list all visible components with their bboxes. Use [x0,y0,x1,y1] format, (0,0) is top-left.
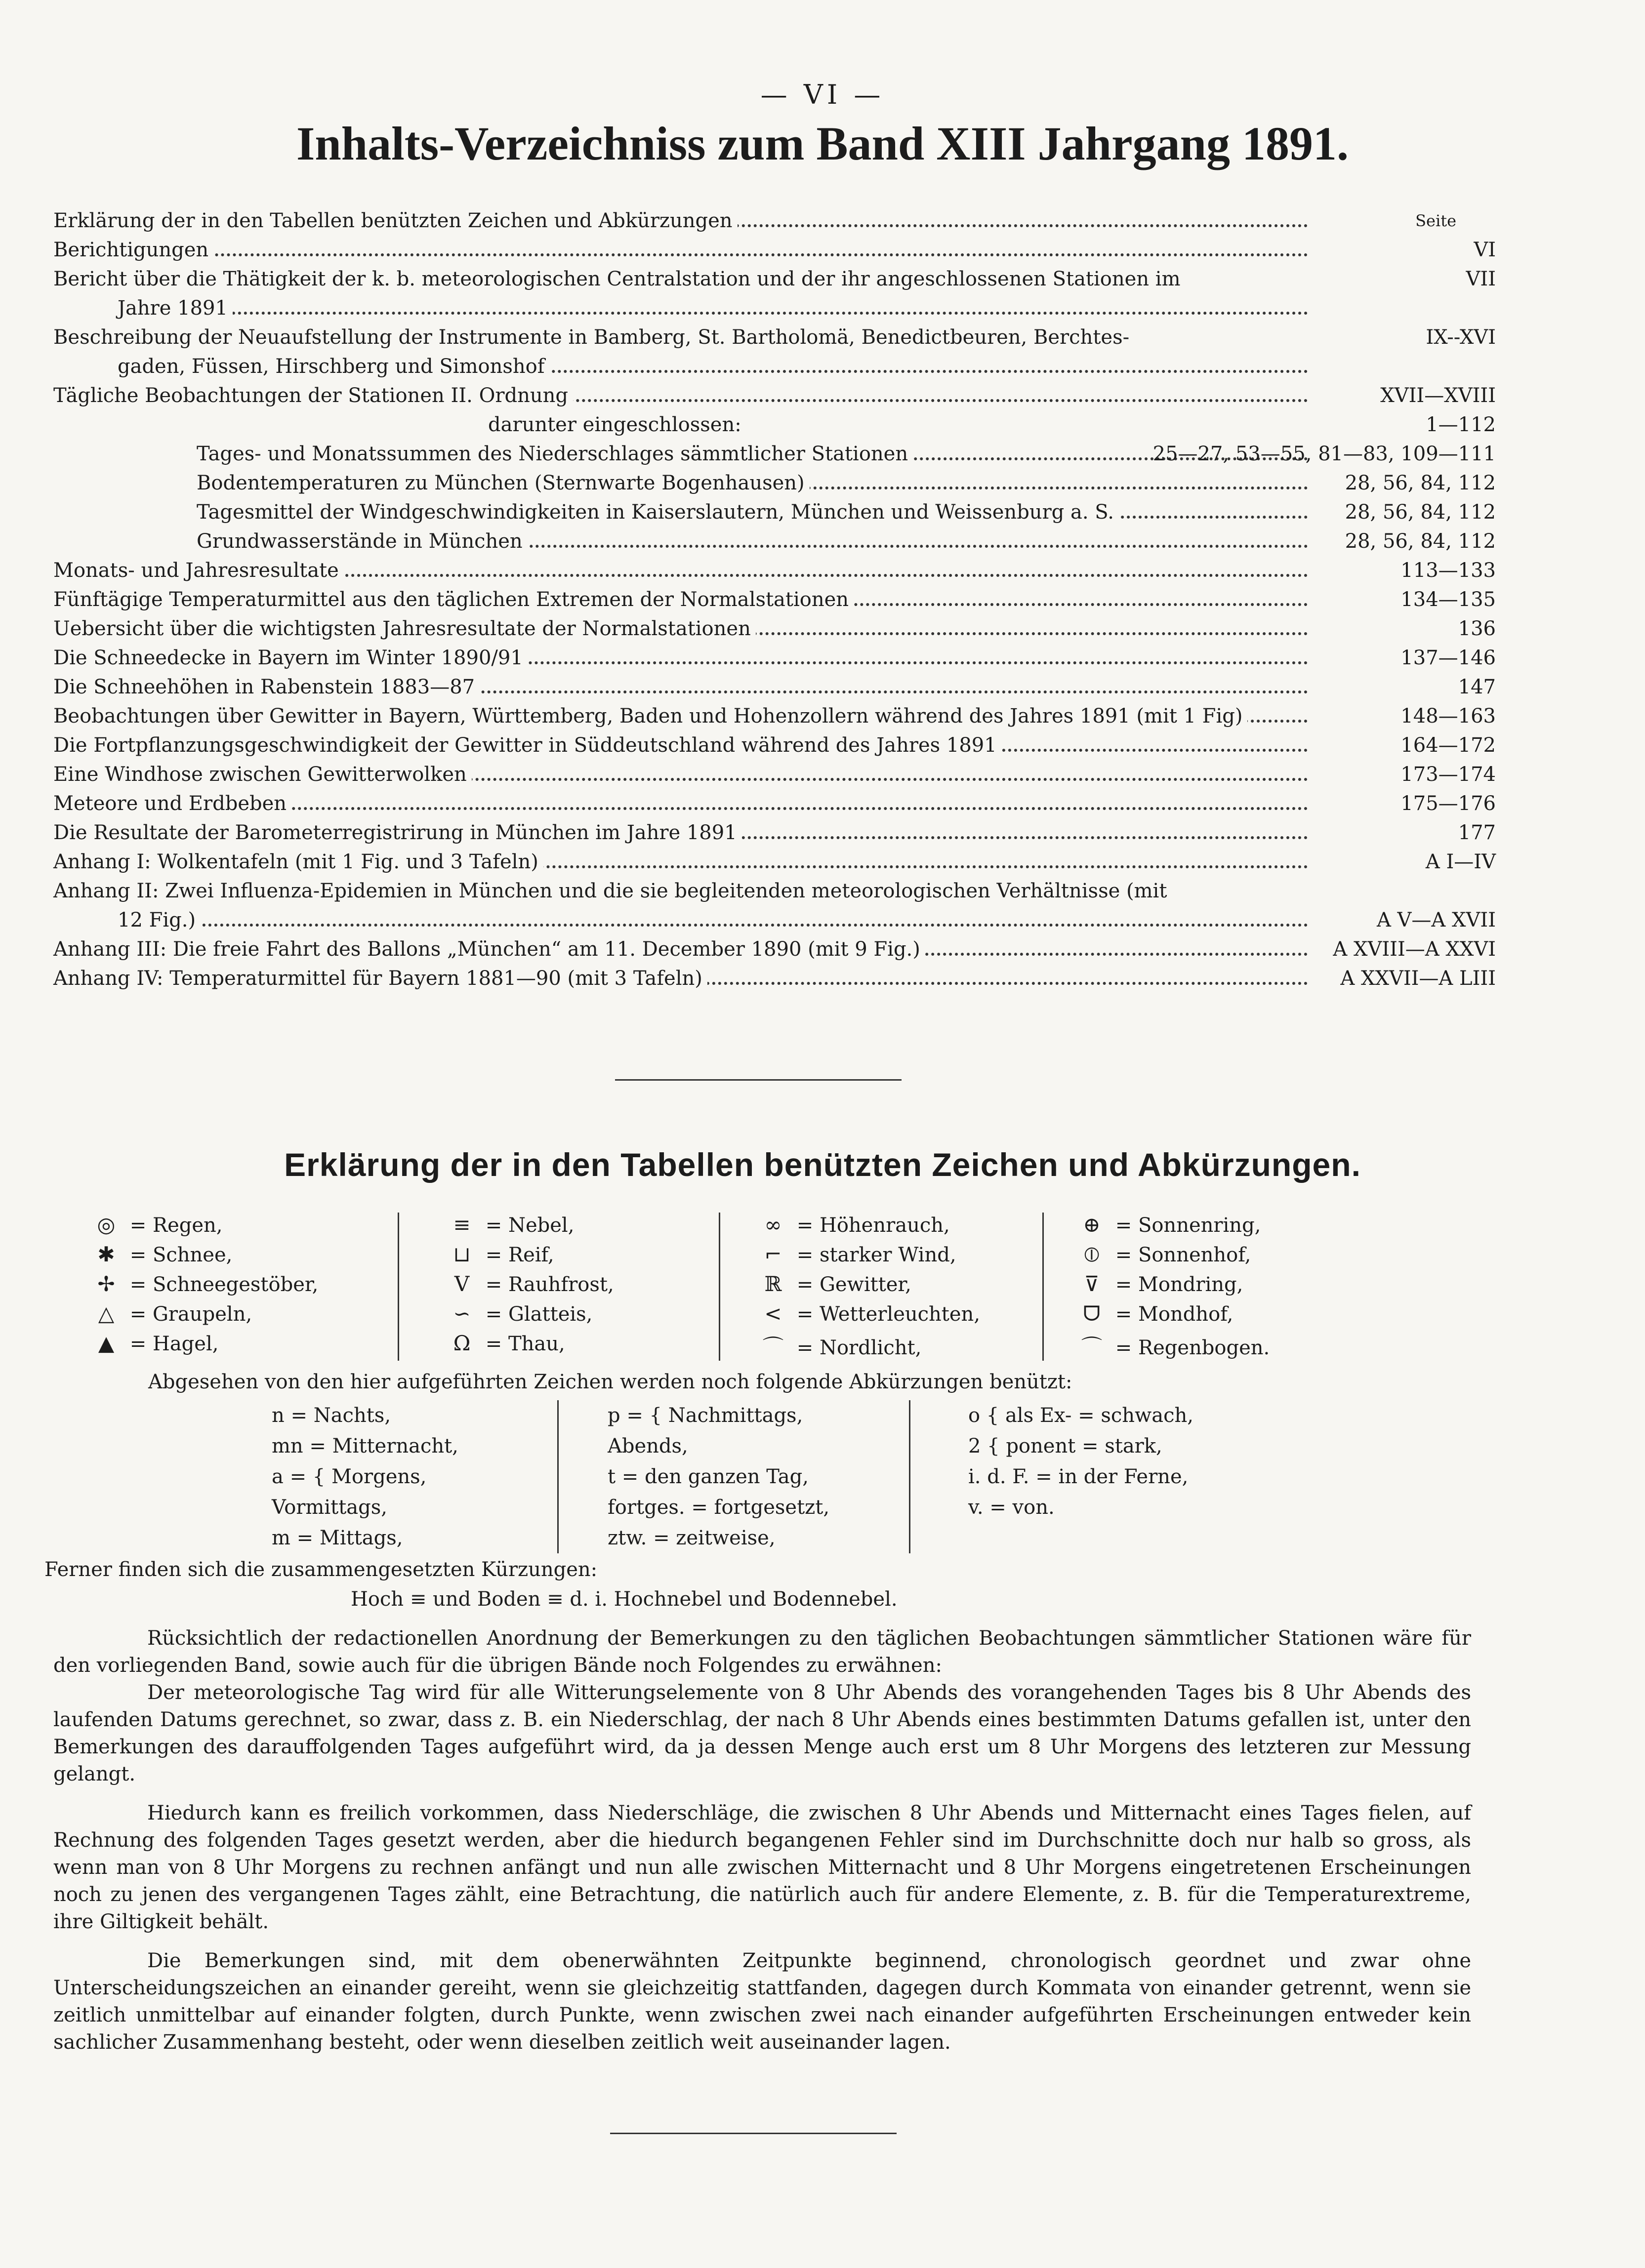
toc-entry-text: Anhang IV: Temperaturmittel für Bayern 1881—90 (mit 3 Tafeln) [53,965,707,992]
toc-row [53,674,1496,700]
toc-row [53,207,1496,234]
abbreviation-line: o { als Ex- = schwach, [968,1404,1194,1427]
weather-symbol-icon: < [764,1301,782,1326]
toc-row [53,266,1496,292]
toc-entry-page: VII [1466,268,1496,290]
symbol-label: = starker Wind, [796,1244,956,1266]
page-number: — VI — [760,79,885,110]
symbol-entry [445,1272,614,1301]
abbreviation-line: Abends, [608,1435,688,1458]
symbol-label: = Regen, [129,1214,223,1237]
toc-row [53,790,1496,817]
toc-entry-text: Anhang III: Die freie Fahrt des Ballons „München“ am 11. December 1890 (mit 9 Fig.) [53,936,925,963]
body-paragraph: Rücksichtlich der redactionellen Anordnung der Bemerkungen zu den täglichen Beobachtungen sämmtlicher Stationen wäre für den vorliegenden Band, sowie auch für die übrigen Bände noch Folgendes zu erwähnen: [53,1627,1471,1677]
body-text [53,1625,1471,2056]
toc-entry-text: darunter eingeschlossen: [488,411,746,438]
toc-entry-page: 113—133 [1400,559,1496,582]
toc-row [53,936,1496,963]
symbol-entry [445,1242,614,1272]
symbol-label: = Mondring, [1115,1273,1243,1296]
symbol-entry [1074,1213,1270,1242]
abbrev-column-3 [968,1400,1193,1523]
weather-symbol-icon: ⌐ [764,1242,782,1266]
toc-entry-page: A I—IV [1425,850,1496,873]
toc-entry-text: Erklärung der in den Tabellen benützten Zeichen und Abkürzungen [53,207,738,234]
toc-row [53,849,1496,875]
symbol-label: = Nebel, [485,1214,575,1237]
weather-symbol-icon: ᗜ [1083,1301,1101,1326]
abbrev-column-1 [272,1400,458,1553]
weather-symbol-icon: V [454,1272,470,1296]
toc-entry-text: Eine Windhose zwischen Gewitterwolken [53,761,472,788]
toc-row [53,382,1496,409]
symbol-label: = Sonnenhof, [1115,1244,1251,1266]
symbol-column-3 [756,1213,980,1361]
toc-entry-text: Die Resultate der Barometerregistrirung in München im Jahre 1891 [53,819,742,846]
toc-entry-page: 177 [1458,821,1496,844]
divider [615,1079,902,1081]
symbol-label: = Glatteis, [485,1303,593,1326]
column-divider [1042,1213,1044,1361]
toc-entry-page: VI [1474,239,1496,261]
abbreviation-line: t = den ganzen Tag, [608,1465,809,1488]
toc-leader-dots [137,295,1308,315]
abbreviation-line: n = Nachts, [272,1404,391,1427]
toc-leader-dots [137,907,1308,927]
toc-entry-page: 28, 56, 84, 112 [1345,530,1496,553]
symbol-label: = Thau, [485,1333,565,1355]
toc-entry-page: 25—27, 53—55, 81—83, 109—111 [1152,443,1496,465]
toc-entry-page: A XVIII—A XXVI [1333,938,1496,961]
hoch-line: Hoch ≡ und Boden ≡ d. i. Hochnebel und Bodennebel. [351,1588,898,1611]
toc-entry-text: Beobachtungen über Gewitter in Bayern, Württemberg, Baden und Hohenzollern während des Jahres 1891 (mit 1 Fig) [53,703,1247,729]
abbreviation-line: fortges. = fortgesetzt, [608,1496,830,1519]
symbol-entry [1074,1242,1270,1272]
symbol-label: = Sonnenring, [1115,1214,1261,1237]
toc-entry-text: Die Schneehöhen in Rabenstein 1883—87 [53,674,480,700]
symbol-entry [89,1331,318,1361]
symbol-label: = Höhenrauch, [796,1214,950,1237]
toc-row [53,324,1496,351]
symbol-entry [445,1213,614,1242]
toc-entry-text: Tages- und Monatssummen des Niederschlages sämmtlicher Stationen [197,441,913,467]
symbol-entry [89,1213,318,1242]
toc-entry-page: 173—174 [1400,763,1496,786]
toc-row [53,499,1496,526]
symbol-column-1 [89,1213,318,1361]
weather-symbol-icon: ✱ [97,1242,115,1266]
toc-entry-page: 164—172 [1400,734,1496,757]
weather-symbol-icon: ∽ [453,1301,471,1326]
symbol-column-2 [445,1213,614,1361]
toc-entry-page: 28, 56, 84, 112 [1345,501,1496,524]
toc-entry-page: 175—176 [1400,792,1496,815]
toc-entry-text: Uebersicht über die wichtigsten Jahresresultate der Normalstationen [53,615,756,642]
toc-entry-text: Die Fortpflanzungsgeschwindigkeit der Gewitter in Süddeutschland während des Jahres 1891 [53,732,1002,759]
toc-entry-text: Meteore und Erdbeben [53,790,291,817]
toc-entry-page: 28, 56, 84, 112 [1345,472,1496,494]
toc-row [53,528,1496,555]
toc-entry-page: 1—112 [1426,413,1496,436]
toc-row [53,645,1496,671]
column-divider [557,1400,559,1553]
symbol-entry [445,1331,614,1361]
toc-row [53,732,1496,759]
toc-row [53,295,1496,322]
toc-row [53,470,1496,496]
toc-row [53,586,1496,613]
toc-entry-page: A XXVII—A LIII [1340,967,1496,990]
symbol-label: = Reif, [485,1244,554,1266]
toc-entry-text: Jahre 1891 [118,295,233,322]
symbol-label: = Graupeln, [129,1303,252,1326]
symbol-label: = Gewitter, [796,1273,911,1296]
symbol-label: = Schneegestöber, [129,1273,319,1296]
weather-symbol-icon: ◎ [97,1213,116,1237]
symbol-label: = Wetterleuchten, [796,1303,981,1326]
symbol-entry [1074,1272,1270,1301]
symbol-entry [756,1272,980,1301]
column-divider [719,1213,720,1361]
toc-row [53,907,1496,933]
symbol-entry [756,1242,980,1272]
weather-symbol-icon: ℝ [764,1272,782,1296]
symbol-label: = Schnee, [129,1244,233,1266]
symbol-entry [756,1301,980,1331]
symbol-entry [445,1301,614,1331]
weather-symbol-icon: ⌒ [762,1335,783,1359]
toc-title: Inhalts-Verzeichniss zum Band XIII Jahrgang 1891. [296,117,1349,170]
toc-entry-page: 147 [1458,676,1496,698]
weather-symbol-icon: ⊽ [1084,1272,1100,1296]
ferner-line: Ferner finden sich die zusammengesetzten Kürzungen: [44,1558,598,1581]
abbreviation-line: 2 { ponent = stark, [968,1435,1162,1458]
toc-row [53,557,1496,584]
symbol-entry [89,1301,318,1331]
symbol-label: = Rauhfrost, [485,1273,614,1296]
symbol-entry [1074,1301,1270,1331]
toc-entry-text: Berichtigungen [53,237,213,263]
toc-entry-text: Anhang II: Zwei Influenza-Epidemien in München und die sie begleitenden meteorologischen Verhältnisse (mit [53,878,1172,904]
toc-row [53,353,1496,380]
weather-symbol-icon: ⊕ [1083,1213,1101,1237]
abbreviation-line: Vormittags, [272,1496,387,1519]
toc-entry-page: 137—146 [1400,647,1496,669]
toc-row [53,237,1496,263]
column-divider [909,1400,910,1553]
toc-entry-text: Tagesmittel der Windgeschwindigkeiten in Kaiserslautern, München und Weissenburg a. S. [197,499,1119,526]
toc-entry-text: Tägliche Beobachtungen der Stationen II. Ordnung [53,382,573,409]
toc-row [53,819,1496,846]
weather-symbol-icon: ≡ [453,1213,471,1237]
weather-symbol-icon: ∞ [764,1213,782,1237]
symbol-entry [1074,1331,1270,1361]
toc-entry-text: gaden, Füssen, Hirschberg und Simonshof [118,353,550,380]
symbol-label: = Mondhof, [1115,1303,1234,1326]
abbreviation-line: p = { Nachmittags, [608,1404,803,1427]
divider [610,2133,897,2134]
weather-symbol-icon: ⊔ [453,1242,471,1266]
symbol-label: = Nordlicht, [796,1336,922,1359]
toc-entry-page: XVII—XVIII [1380,384,1496,407]
body-paragraph: Die Bemerkungen sind, mit dem obenerwähnten Zeitpunkte beginnend, chronologisch geordnet und zwar ohne Unterscheidungszeichen an einander gereiht, wenn sie gleichzeitig stattfanden, dagegen durch Kommata von einander getrennt, wenn sie zeitlich unmittelbar auf einander folgten, durch Punkte, wenn zwischen zwei nach einander aufgeführten Erscheinungen entweder kein sachlicher Zusammenhang besteht, oder wenn dieselben zeitlich weit auseinander lagen. [53,1949,1471,2054]
toc-entry-page: A V—A XVII [1376,909,1496,932]
symbol-entry [756,1331,980,1361]
toc-entry-text: Bericht über die Thätigkeit der k. b. meteorologischen Centralstation und der ihr angeschlossenen Stationen im [53,266,1186,292]
weather-symbol-icon: Ω [453,1331,471,1355]
toc-leader-dots [73,237,1308,256]
toc-row [53,878,1496,904]
abbreviation-line: mn = Mitternacht, [272,1435,458,1458]
abbreviation-line: i. d. F. = in der Ferne, [968,1465,1189,1488]
symbol-entry [89,1272,318,1301]
toc-entry-page: 148—163 [1400,705,1496,728]
toc-entry-text: Grundwasserstände in München [197,528,528,555]
toc-row [53,441,1496,467]
toc-entry-page: IX--XVI [1426,326,1496,349]
symbol-entry [756,1213,980,1242]
seite-header: Seite [1415,211,1456,230]
abbreviation-line: m = Mittags, [272,1527,403,1549]
weather-symbol-icon: ▲ [98,1331,115,1355]
abbreviation-line: v. = von. [968,1496,1055,1519]
symbol-entry [89,1242,318,1272]
toc-row [53,761,1496,788]
weather-symbol-icon: △ [98,1301,115,1326]
toc-entry-text: Monats- und Jahresresultate [53,557,344,584]
symbol-label: = Regenbogen. [1115,1336,1270,1359]
toc-entry-text: Beschreibung der Neuaufstellung der Instrumente in Bamberg, St. Bartholomä, Benedictbeuren, Berchtes- [53,324,1134,351]
column-divider [398,1213,399,1361]
abbrev-column-2 [608,1400,829,1553]
toc-entry-page: 136 [1458,617,1496,640]
weather-symbol-icon: ⦶ [1084,1242,1100,1266]
body-paragraph: Hiedurch kann es freilich vorkommen, dass Niederschläge, die zwischen 8 Uhr Abends und Mitternacht eines Tages fielen, auf Rechnung des folgenden Tages gesetzt werden, aber die hiedurch begangenen Fehler sind im Durchschnitte doch nur halb so gross, als wenn man von 8 Uhr Morgens zu rechnen anfängt und nun alle zwischen Mitternacht und 8 Uhr Morgens eingetretenen Erscheinungen noch zu jenen des vergangenen Tages zählt, eine Betrachtung, die natürlich auch für andere Elemente, z. B. für die Temperaturextreme, ihre Giltigkeit behält. [53,1802,1471,1933]
symbol-label: = Hagel, [129,1333,219,1355]
symbol-column-4 [1074,1213,1270,1361]
toc-entry-text: Bodentemperaturen zu München (Sternwarte Bogenhausen) [197,470,810,496]
toc-entry-text: 12 Fig.) [118,907,201,933]
toc-entry-page: 134—135 [1400,588,1496,611]
toc-entry-text: Fünftägige Temperaturmittel aus den täglichen Extremen der Normalstationen [53,586,854,613]
abbreviation-line: ztw. = zeitweise, [608,1527,776,1549]
toc-entry-text: Anhang I: Wolkentafeln (mit 1 Fig. und 3 Tafeln) [53,849,543,875]
toc-entry-text: Die Schneedecke in Bayern im Winter 1890/91 [53,645,528,671]
toc-row [53,965,1496,992]
body-paragraph: Der meteorologische Tag wird für alle Witterungselemente von 8 Uhr Abends des vorangehenden Tages bis 8 Uhr Abends des laufenden Datums gerechnet, so zwar, dass z. B. ein Niederschlag, der nach 8 Uhr Abends eines bestimmten Datums gefallen ist, unter den Bemerkungen des darauffolgenden Tages aufgeführt wird, da ja dessen Menge auch erst um 8 Uhr Morgens des letzteren zur Messung gelangt. [53,1681,1471,1785]
weather-symbol-icon: ⌒ [1081,1335,1102,1359]
section-title: Erklärung der in den Tabellen benützten Zeichen und Abkürzungen. [284,1146,1361,1183]
abbreviation-line: a = { Morgens, [272,1465,427,1488]
toc-row [53,703,1496,729]
abbrev-intro: Abgesehen von den hier aufgeführten Zeichen werden noch folgende Abkürzungen benützt: [148,1371,1072,1393]
weather-symbol-icon: ✢ [97,1272,115,1296]
toc-row [53,411,1496,438]
toc-row [53,615,1496,642]
